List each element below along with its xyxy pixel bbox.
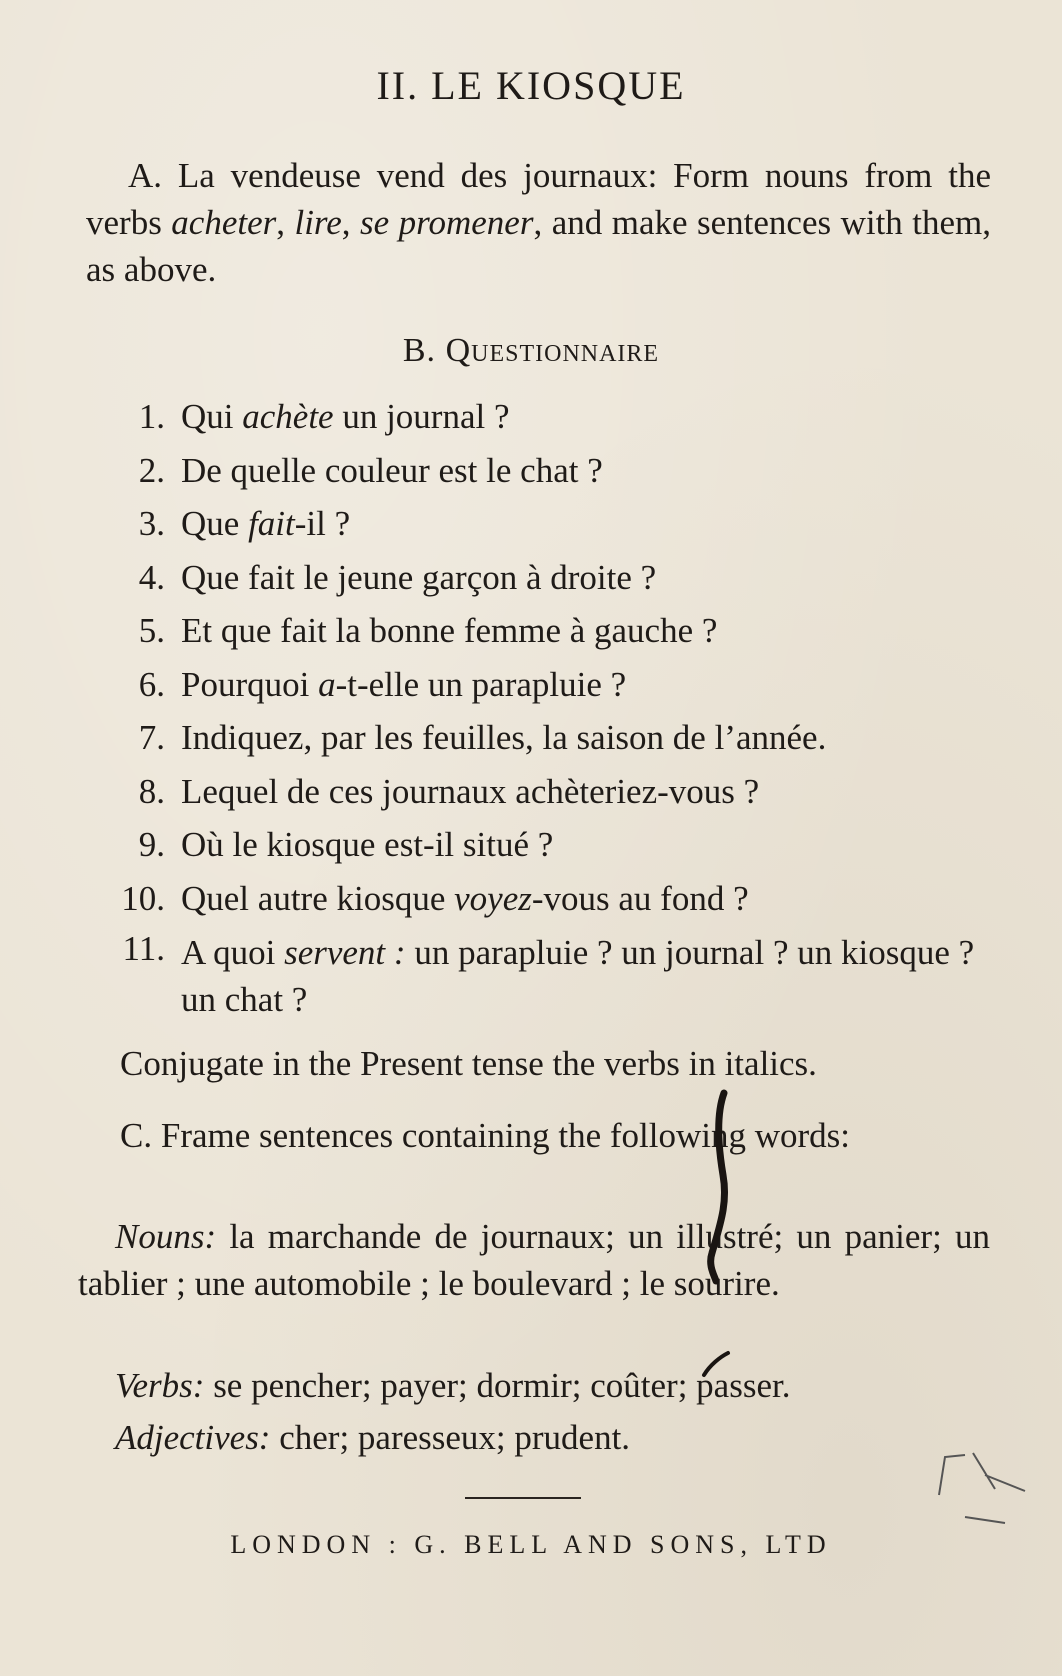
question-item — [115, 765, 995, 819]
question-text-before: Quel autre kiosque — [181, 878, 455, 918]
question-text — [181, 390, 510, 444]
separator: , — [341, 203, 361, 242]
question-text — [181, 658, 626, 712]
verb-acheter: acheter — [171, 203, 277, 242]
nouns-label: Nouns: — [115, 1217, 217, 1256]
question-number: 3. — [138, 504, 165, 543]
verbs-label: Verbs: — [115, 1366, 205, 1405]
question-item — [115, 497, 995, 551]
section-c-text: Frame sentences containing the following words: — [152, 1116, 851, 1155]
nouns-text: la marchande de journaux; un illustré; un panier; un tablier ; une automobile ; le boulevard ; le sourire. — [78, 1217, 990, 1303]
question-text-before: Et que fait la bonne femme à gauche ? — [181, 611, 718, 650]
section-a-paragraph — [86, 152, 991, 293]
question-text — [181, 604, 717, 658]
question-item — [115, 390, 995, 444]
question-text-before: Où le kiosque est-il situé ? — [181, 825, 554, 864]
question-text-after: un parapluie ? un journal ? un kiosque ? un chat ? — [181, 933, 975, 1019]
question-text — [181, 765, 759, 819]
question-text-before: Indiquez, par les feuilles, la saison de l’année. — [181, 718, 827, 757]
question-text — [181, 929, 996, 1023]
question-text-before: Qui — [181, 397, 243, 436]
question-text — [181, 444, 603, 498]
question-text-after: -t-elle un parapluie ? — [335, 664, 627, 704]
question-italic-verb: servent : — [284, 933, 406, 972]
publisher-imprint: LONDON : G. BELL AND SONS, LTD — [230, 1530, 832, 1559]
section-a-text-1: La vendeuse vend des journaux: Form nouns from the verbs — [86, 156, 991, 242]
ink-stroke-mark — [690, 1085, 750, 1405]
question-number: 6. — [138, 664, 165, 704]
question-text-before: A quoi — [181, 933, 285, 972]
question-item — [115, 711, 995, 765]
question-text-before: Que — [181, 504, 249, 543]
question-number: 2. — [138, 450, 165, 490]
adjectives-line — [78, 1418, 630, 1458]
question-item — [115, 872, 995, 926]
pencil-scribble-mark — [935, 1445, 1030, 1525]
question-number: 9. — [138, 825, 165, 864]
question-number: 11. — [122, 929, 165, 968]
question-number: 10. — [121, 878, 165, 918]
question-item — [115, 658, 995, 712]
verb-lire: lire — [294, 203, 342, 242]
question-text-after: -vous au fond ? — [531, 878, 749, 918]
question-number: 4. — [138, 557, 165, 597]
adjectives-label: Adjectives: — [115, 1418, 271, 1457]
question-italic-verb: achète — [242, 397, 334, 436]
question-number: 8. — [138, 771, 165, 811]
question-italic-verb: voyez — [454, 878, 532, 918]
question-number: 1. — [138, 397, 165, 436]
section-a-text-2: , and make sentences with them, as above. — [86, 203, 992, 289]
question-text — [181, 711, 826, 765]
conjugate-instruction: Conjugate in the Present tense the verbs in italics. — [120, 1044, 817, 1083]
question-text-before: Que fait le jeune garçon à droite ? — [181, 557, 657, 597]
separator: , — [276, 203, 295, 242]
question-item — [115, 604, 995, 658]
question-text-before: De quelle couleur est le chat ? — [181, 450, 603, 490]
question-number: 7. — [138, 718, 165, 757]
question-text — [181, 497, 350, 551]
verbs-text: se pencher; payer; dormir; coûter; passer. — [204, 1366, 791, 1405]
section-b-title: Questionnaire — [445, 332, 660, 369]
question-item — [115, 925, 995, 1025]
question-italic-verb: fait — [248, 504, 295, 543]
section-b-label: B. — [402, 332, 437, 369]
question-text-before: Lequel de ces journaux achèteriez-vous ? — [181, 771, 760, 811]
nouns-paragraph — [78, 1213, 990, 1307]
question-item — [115, 551, 995, 605]
question-italic-verb: a — [318, 664, 336, 704]
question-item — [115, 444, 995, 498]
question-text-before: Pourquoi — [181, 664, 319, 704]
section-b-heading — [0, 332, 1062, 370]
divider-rule — [465, 1497, 581, 1499]
verbs-line — [78, 1366, 790, 1406]
adjectives-text: cher; paresseux; prudent. — [270, 1418, 631, 1457]
section-c-paragraph — [78, 1112, 990, 1159]
questionnaire-list — [115, 390, 995, 1025]
question-text-after: un journal ? — [333, 397, 510, 436]
question-number: 5. — [138, 611, 165, 650]
question-text — [181, 551, 656, 605]
question-text-after: -il ? — [294, 504, 351, 543]
question-item — [115, 818, 995, 872]
verb-se-promener: se promener — [360, 203, 534, 242]
section-c-label: C. — [120, 1116, 153, 1155]
question-text — [181, 818, 553, 872]
page-title: II. LE KIOSQUE — [376, 63, 686, 108]
question-text — [181, 872, 749, 926]
section-a-label: A. — [128, 156, 163, 195]
